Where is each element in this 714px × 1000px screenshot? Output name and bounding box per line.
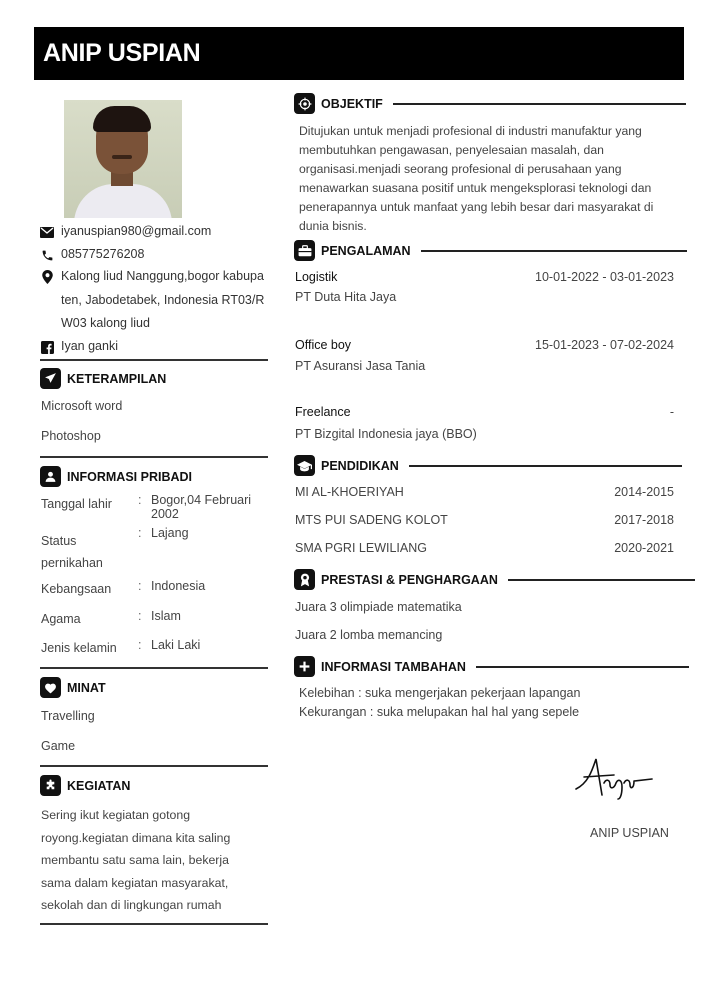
contact-phone: [40, 247, 144, 262]
activities-text: Sering ikut kegiatan gotong royong.kegiatan dimana kita saling membantu satu sama lain, bekerja sama dalam kegiatan masyarakat, sekolah dan di lingkungan rumah: [41, 808, 231, 912]
school-years: 2014-2015: [614, 485, 674, 499]
award-item: Juara 2 lomba memancing: [295, 628, 443, 642]
award-ribbon-icon: [294, 569, 315, 590]
objective-heading: OBJEKTIF: [294, 93, 686, 114]
heart-icon: [40, 677, 61, 698]
phone-text: 085775276208: [61, 247, 145, 261]
job-dates: 10-01-2022 - 03-01-2023: [535, 270, 674, 284]
school-name: MTS PUI SADENG KOLOT: [295, 513, 448, 527]
graduation-cap-icon: [294, 455, 315, 476]
email-text: iyanuspian980@gmail.com: [61, 224, 212, 238]
location-pin-icon: [40, 270, 54, 284]
facebook-icon: [40, 340, 54, 354]
activities-heading: KEGIATAN: [40, 775, 130, 796]
header-bar: [34, 27, 684, 80]
birth-label: Tanggal lahir: [41, 497, 112, 511]
religion-value: Islam: [151, 609, 181, 623]
job-role: Freelance: [295, 405, 351, 419]
paper-plane-icon: [40, 368, 61, 389]
school-name: MI AL-KHOERIYAH: [295, 485, 404, 499]
objective-text: Ditujukan untuk menjadi profesional di industri manufaktur yang membutuhkan pengawasan, penyelesaian masalah, dan organisasi.menjadi seorang profesional di perusahaan yang menawarkan suasana positif untuk mengeksplorasi teknologi dan penerapannya untuk manfaat yang lebih besar dari masyarakat di dunia bisnis.: [299, 124, 654, 233]
interest-item: Travelling: [41, 709, 95, 723]
school-name: SMA PGRI LEWILIANG: [295, 541, 427, 555]
skill-item: Microsoft word: [41, 399, 123, 413]
job-role: Office boy: [295, 338, 352, 352]
address-line-1: Kalong liud Nanggung,bogor kabupa: [61, 269, 264, 283]
contact-social: [40, 339, 118, 354]
email-icon: [40, 225, 54, 239]
resume-name: ANIP USPIAN: [43, 39, 201, 67]
signature-name: ANIP USPIAN: [590, 826, 669, 840]
job-company: PT Bizgital Indonesia jaya (BBO): [295, 427, 477, 441]
puzzle-icon: [40, 775, 61, 796]
nationality-value: Indonesia: [151, 579, 206, 593]
experience-heading: PENGALAMAN: [294, 240, 687, 261]
status-label: Status pernikahan: [41, 534, 103, 570]
briefcase-icon: [294, 240, 315, 261]
additional-item: Kekurangan : suka melupakan hal hal yang sepele: [299, 705, 580, 719]
job-company: PT Duta Hita Jaya: [295, 290, 397, 304]
birth-value: Bogor,04 Februari 2002: [151, 493, 252, 521]
school-years: 2020-2021: [614, 541, 674, 555]
award-item: Juara 3 olimpiade matematika: [295, 600, 462, 614]
divider: [40, 667, 268, 669]
job-company: PT Asuransi Jasa Tania: [295, 359, 426, 373]
divider: [40, 359, 268, 361]
school-years: 2017-2018: [614, 513, 674, 527]
divider: [40, 923, 268, 925]
contact-email: [40, 224, 211, 239]
address-line-3: W03 kalong liud: [61, 316, 150, 330]
address-line-2: ten, Jabodetabek, Indonesia RT03/R: [61, 292, 265, 307]
signature: [574, 753, 654, 803]
user-icon: [40, 466, 61, 487]
contact-address: [40, 265, 267, 336]
social-text: Iyan ganki: [61, 339, 118, 353]
education-heading: PENDIDIKAN: [294, 455, 682, 476]
skill-item: Photoshop: [41, 429, 101, 443]
target-icon: [294, 93, 315, 114]
personal-info-heading: INFORMASI PRIBADI: [40, 466, 192, 487]
interests-heading: MINAT: [40, 677, 106, 698]
job-dates: 15-01-2023 - 07-02-2024: [535, 338, 674, 352]
additional-info-heading: INFORMASI TAMBAHAN: [294, 656, 689, 677]
plus-icon: [294, 656, 315, 677]
phone-icon: [40, 248, 54, 262]
job-role: Logistik: [295, 270, 338, 284]
interest-item: Game: [41, 739, 76, 753]
skills-heading: KETERAMPILAN: [40, 368, 166, 389]
gender-value: Laki Laki: [151, 638, 201, 652]
status-value: Lajang: [151, 526, 189, 540]
religion-label: Agama: [41, 612, 81, 626]
profile-photo: [64, 100, 182, 218]
gender-label: Jenis kelamin: [41, 641, 117, 655]
nationality-label: Kebangsaan: [41, 582, 112, 596]
additional-item: Kelebihan : suka mengerjakan pekerjaan lapangan: [299, 686, 581, 700]
job-dates: -: [669, 405, 674, 419]
divider: [40, 456, 268, 458]
awards-heading: PRESTASI & PENGHARGAAN: [294, 569, 695, 590]
divider: [40, 765, 268, 767]
